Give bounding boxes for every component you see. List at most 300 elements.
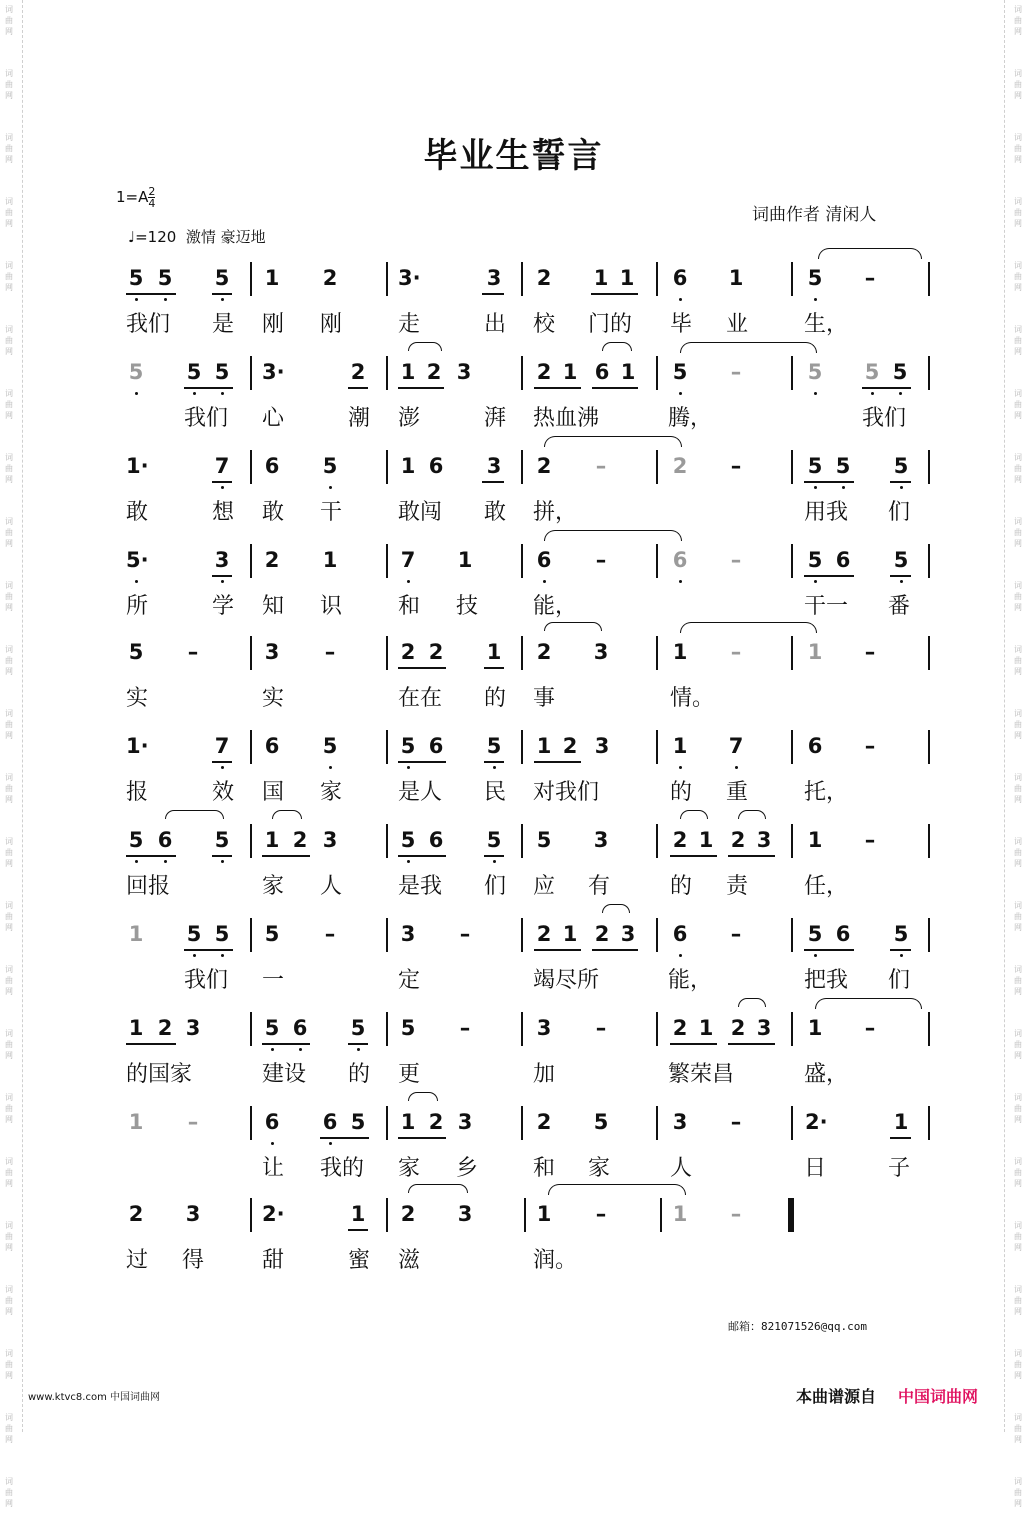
lyric: 门的: [588, 312, 633, 337]
tie-slur: [544, 436, 682, 447]
note: 2: [536, 360, 552, 384]
low-octave-dot: [135, 298, 138, 301]
bar-line: [386, 636, 388, 670]
duration-underline: [592, 949, 638, 951]
bar-line: [791, 636, 793, 670]
low-octave-dot: [679, 766, 682, 769]
note: 2: [672, 1016, 688, 1040]
note: 2: [730, 828, 746, 852]
low-octave-dot: [221, 298, 224, 301]
lyric: 腾，: [668, 406, 713, 431]
note: 5: [214, 266, 230, 290]
lyric: 盛，: [804, 1062, 849, 1087]
note: 6: [594, 360, 610, 384]
note: 2: [536, 266, 552, 290]
lyric: 所: [126, 594, 149, 619]
low-octave-dot: [814, 392, 817, 395]
tempo-marking: [128, 226, 266, 247]
tie-slur: [602, 904, 630, 913]
note: 5: [400, 828, 416, 852]
lyric: 建设: [262, 1062, 307, 1087]
lyric: 和: [398, 594, 421, 619]
bar-line: [791, 356, 793, 390]
duration-underline: [890, 949, 911, 951]
left-watermark-strip: 词 曲 网 词 曲 网 词 曲 网 词 曲 网 词 曲 网 词 曲 网 词 曲 网 词 曲 网 词 曲 网 词 曲 网 词 曲 网 词 曲 网 词 曲 网 词 曲 网 词 曲 网 词 曲 网 词 曲 网 词 曲 网 词 曲 网 词 曲 网 词 曲 网 词 曲 网 词 曲 网 词 曲 网: [5, 5, 13, 1508]
bar-line: [656, 918, 658, 952]
note: 6: [264, 734, 280, 758]
note: 6: [322, 1110, 338, 1134]
note: 1: [807, 640, 823, 664]
note: –: [864, 640, 876, 664]
note: 3: [756, 1016, 772, 1040]
note: 5: [536, 828, 552, 852]
note: 1: [807, 1016, 823, 1040]
note: 3: [536, 1016, 552, 1040]
lyric: 生，: [804, 312, 849, 337]
lyric: 我们: [862, 406, 907, 431]
note: 1: [400, 454, 416, 478]
song-title: 毕业生誓言: [423, 136, 604, 176]
duration-underline: [484, 761, 504, 763]
note: –: [864, 266, 876, 290]
duration-underline: [482, 481, 504, 483]
low-octave-dot: [271, 1142, 274, 1145]
note: 7: [214, 454, 230, 478]
bar-line: [386, 1198, 388, 1232]
bar-line: [521, 356, 523, 390]
duration-underline: [212, 293, 232, 295]
left-edge-divider: [22, 0, 23, 1432]
note: 3: [400, 922, 416, 946]
lyric: 托，: [804, 780, 849, 805]
note: 2: [264, 548, 280, 572]
tie-slur: [548, 1184, 686, 1195]
lyric: 和: [533, 1156, 556, 1181]
tie-slur: [165, 810, 224, 819]
bar-line: [791, 544, 793, 578]
bar-line: [928, 730, 930, 764]
bar-line: [791, 1012, 793, 1046]
duration-underline: [212, 575, 232, 577]
note: 3: [214, 548, 230, 572]
note: 5: [864, 360, 880, 384]
bar-line: [250, 1198, 252, 1232]
low-octave-dot: [407, 580, 410, 583]
lyric: 识: [320, 594, 343, 619]
footer-site: www.ktvc8.com 中国词曲网: [28, 1392, 161, 1403]
note: –: [864, 828, 876, 852]
note: 1: [350, 1202, 366, 1226]
duration-underline: [804, 949, 854, 951]
lyric: 热血沸: [533, 406, 600, 431]
low-octave-dot: [193, 392, 196, 395]
note: 2: [730, 1016, 746, 1040]
note: 3: [322, 828, 338, 852]
low-octave-dot: [679, 392, 682, 395]
duration-underline: [591, 293, 638, 295]
lyric: 的: [670, 874, 693, 899]
bar-line: [521, 450, 523, 484]
lyric: 我们: [184, 406, 229, 431]
lyric: 任，: [804, 874, 849, 899]
note: 1: [264, 828, 280, 852]
email-text: 邮箱：821071526@qq.com: [728, 1320, 867, 1333]
bar-line: [250, 356, 252, 390]
low-octave-dot: [679, 580, 682, 583]
note: 5: [350, 1110, 366, 1134]
note: 2: [594, 922, 610, 946]
lyric: 我们: [184, 968, 229, 993]
note: 1: [672, 1202, 688, 1226]
note: –: [187, 640, 199, 664]
bar-line: [386, 1106, 388, 1140]
footer-source: [796, 1384, 978, 1407]
lyric: 情。: [670, 686, 715, 711]
note: 5: [264, 1016, 280, 1040]
duration-underline: [126, 1043, 176, 1045]
bar-line: [656, 356, 658, 390]
tie-slur: [544, 622, 602, 631]
tie-slur: [602, 342, 632, 351]
note: 5: [186, 922, 202, 946]
note: 6: [672, 922, 688, 946]
note: 6: [264, 454, 280, 478]
low-octave-dot: [543, 580, 546, 583]
note: 5: [400, 1016, 416, 1040]
lyric: 竭尽所: [533, 968, 600, 993]
bar-line: [928, 544, 930, 578]
bar-line: [386, 918, 388, 952]
duration-underline: [482, 293, 504, 295]
duration-underline: [184, 387, 233, 389]
bar-line: [521, 824, 523, 858]
note: –: [595, 454, 607, 478]
duration-underline: [804, 481, 854, 483]
duration-underline: [262, 1043, 310, 1045]
bar-line: [791, 918, 793, 952]
bar-line: [521, 1012, 523, 1046]
note: 5: [893, 922, 909, 946]
note: 5: [807, 360, 823, 384]
note: 1: [620, 360, 636, 384]
note: 2: [400, 1202, 416, 1226]
bar-line: [656, 1012, 658, 1046]
duration-underline: [534, 949, 581, 951]
tempo-value: =120: [135, 228, 177, 246]
lyric: 实: [262, 686, 285, 711]
lyric: 实: [126, 686, 149, 711]
note: –: [459, 1016, 471, 1040]
note: 2: [536, 922, 552, 946]
note: 7: [400, 548, 416, 572]
lyric: 是人: [398, 780, 443, 805]
lyric: 我的: [320, 1156, 365, 1181]
note: 1: [536, 734, 552, 758]
note: 5: [214, 360, 230, 384]
note: 5: [350, 1016, 366, 1040]
duration-underline: [398, 667, 446, 669]
note: 5: [893, 454, 909, 478]
bar-line: [250, 544, 252, 578]
bar-line: [386, 824, 388, 858]
lyric: 湃: [484, 406, 507, 431]
note: 2: [322, 266, 338, 290]
note: 2: [426, 360, 442, 384]
note: 5: [400, 734, 416, 758]
note: 1: [322, 548, 338, 572]
note: –: [730, 454, 742, 478]
note: –: [595, 1016, 607, 1040]
low-octave-dot: [900, 486, 903, 489]
note: –: [730, 1110, 742, 1134]
note: 5·: [126, 548, 149, 572]
low-octave-dot: [221, 766, 224, 769]
lyric: 我们: [126, 312, 171, 337]
bar-line: [928, 824, 930, 858]
time-numerator: 2: [148, 185, 156, 198]
duration-underline: [890, 1137, 911, 1139]
lyric: 敢: [126, 500, 149, 525]
bar-line: [928, 918, 930, 952]
low-octave-dot: [221, 392, 224, 395]
bar-line: [250, 1106, 252, 1140]
note: 5: [892, 360, 908, 384]
bar-line: [386, 730, 388, 764]
duration-underline: [262, 855, 310, 857]
low-octave-dot: [135, 860, 138, 863]
note: 6: [428, 454, 444, 478]
note: 1: [672, 640, 688, 664]
bar-line: [250, 1012, 252, 1046]
bar-line: [250, 262, 252, 296]
note: 2: [428, 640, 444, 664]
lyric: 事: [533, 686, 556, 711]
note: 5: [128, 360, 144, 384]
low-octave-dot: [814, 486, 817, 489]
lyric: 番: [888, 594, 911, 619]
low-octave-dot: [493, 860, 496, 863]
duration-underline: [320, 1137, 369, 1139]
note: –: [730, 1202, 742, 1226]
note: 7: [214, 734, 230, 758]
lyric: 走: [398, 312, 421, 337]
tie-slur: [680, 622, 817, 633]
note: 6: [835, 922, 851, 946]
tie-slur: [544, 530, 682, 541]
note: 5: [835, 454, 851, 478]
note: 1: [128, 922, 144, 946]
bar-line: [521, 262, 523, 296]
note: 3·: [262, 360, 285, 384]
low-octave-dot: [899, 392, 902, 395]
key-signature: [116, 186, 155, 209]
note: 7: [728, 734, 744, 758]
lyric: 日: [804, 1156, 827, 1181]
lyric: 在在: [398, 686, 443, 711]
low-octave-dot: [221, 486, 224, 489]
note: 2: [536, 454, 552, 478]
note: 6: [428, 734, 444, 758]
lyric: 干: [320, 500, 343, 525]
note: 3: [756, 828, 772, 852]
duration-underline: [484, 855, 504, 857]
lyric: 滋: [398, 1248, 421, 1273]
lyric: 的: [670, 780, 693, 805]
lyric: 敢: [262, 500, 285, 525]
note: 1: [698, 1016, 714, 1040]
lyric: 更: [398, 1062, 421, 1087]
note: 1: [486, 640, 502, 664]
note: –: [730, 922, 742, 946]
lyric: 家: [588, 1156, 611, 1181]
note: 5: [186, 360, 202, 384]
note: 5: [807, 454, 823, 478]
note: 1: [619, 266, 635, 290]
duration-underline: [890, 481, 911, 483]
tie-slur: [815, 998, 922, 1009]
note: 5: [807, 922, 823, 946]
lyric: 国: [262, 780, 285, 805]
bar-line: [791, 730, 793, 764]
note: 1: [264, 266, 280, 290]
bar-line: [791, 824, 793, 858]
low-octave-dot: [164, 860, 167, 863]
note: 3: [486, 454, 502, 478]
note: –: [730, 548, 742, 572]
lyric: 们: [888, 500, 911, 525]
lyric: 潮: [348, 406, 371, 431]
lyric: 润。: [533, 1248, 578, 1273]
lyric: 人: [320, 874, 343, 899]
lyric: 们: [484, 874, 507, 899]
lyric: 效: [212, 780, 235, 805]
note: 3: [457, 1110, 473, 1134]
bar-line: [656, 730, 658, 764]
duration-underline: [484, 667, 504, 669]
note: 6: [536, 548, 552, 572]
note: 1: [562, 360, 578, 384]
note: 6: [672, 266, 688, 290]
low-octave-dot: [493, 766, 496, 769]
duration-underline: [728, 1043, 775, 1045]
low-octave-dot: [329, 1142, 332, 1145]
low-octave-dot: [407, 766, 410, 769]
note: 6: [264, 1110, 280, 1134]
lyric: 技: [456, 594, 479, 619]
duration-underline: [348, 1043, 368, 1045]
bar-line: [656, 450, 658, 484]
lyric: 干一: [804, 594, 849, 619]
duration-underline: [398, 855, 446, 857]
duration-underline: [398, 387, 444, 389]
bar-line: [521, 730, 523, 764]
bar-line: [791, 450, 793, 484]
note: 3: [593, 640, 609, 664]
duration-underline: [890, 575, 911, 577]
bar-line: [521, 636, 523, 670]
bar-line: [250, 824, 252, 858]
note: –: [864, 734, 876, 758]
tie-slur: [680, 810, 708, 819]
lyric: 知: [262, 594, 285, 619]
note: 3: [620, 922, 636, 946]
author-credit: 词曲作者 清闲人: [752, 205, 877, 225]
note: 6: [835, 548, 851, 572]
note: 1: [536, 1202, 552, 1226]
lyric: 是我: [398, 874, 443, 899]
lyric: 家: [262, 874, 285, 899]
duration-underline: [534, 761, 581, 763]
tie-slur: [408, 1184, 468, 1193]
right-watermark-strip: 词 曲 网 词 曲 网 词 曲 网 词 曲 网 词 曲 网 词 曲 网 词 曲 网 词 曲 网 词 曲 网 词 曲 网 词 曲 网 词 曲 网 词 曲 网 词 曲 网 词 曲 网 词 曲 网 词 曲 网 词 曲 网 词 曲 网 词 曲 网 词 曲 网 词 曲 网 词 曲 网 词 曲 网: [1014, 5, 1022, 1508]
bar-line: [791, 262, 793, 296]
low-octave-dot: [900, 954, 903, 957]
low-octave-dot: [842, 486, 845, 489]
lyric: 学: [212, 594, 235, 619]
lyric: 得: [182, 1248, 205, 1273]
note: –: [187, 1110, 199, 1134]
lyric: 刚: [320, 312, 343, 337]
lyric: 的: [348, 1062, 371, 1087]
low-octave-dot: [735, 766, 738, 769]
note: 6: [292, 1016, 308, 1040]
note: 5: [264, 922, 280, 946]
lyric: 出: [484, 312, 507, 337]
duration-underline: [126, 293, 176, 295]
duration-underline: [348, 387, 368, 389]
bar-line: [386, 1012, 388, 1046]
note: 3: [185, 1016, 201, 1040]
duration-underline: [126, 855, 176, 857]
duration-underline: [184, 949, 233, 951]
lyric: 家: [320, 780, 343, 805]
lyric: 让: [262, 1156, 285, 1181]
note: 2: [157, 1016, 173, 1040]
note: 5: [486, 734, 502, 758]
lyric: 把我: [804, 968, 849, 993]
lyric: 敢: [484, 500, 507, 525]
bar-line: [524, 1198, 526, 1232]
low-octave-dot: [814, 298, 817, 301]
note: –: [324, 922, 336, 946]
bar-line: [928, 262, 930, 296]
lyric: 子: [888, 1156, 911, 1181]
lyric: 定: [398, 968, 421, 993]
low-octave-dot: [221, 954, 224, 957]
bar-line: [521, 1106, 523, 1140]
tie-slur: [818, 248, 922, 259]
right-edge-divider: [1004, 0, 1005, 1432]
duration-underline: [398, 761, 446, 763]
note: 3: [593, 828, 609, 852]
low-octave-dot: [135, 392, 138, 395]
bar-line: [250, 918, 252, 952]
lyric: 责: [726, 874, 749, 899]
bar-line: [660, 1198, 662, 1232]
note: 2: [128, 1202, 144, 1226]
bar-line: [250, 450, 252, 484]
lyric: 民: [484, 780, 507, 805]
lyric: 人: [670, 1156, 693, 1181]
note: 3: [185, 1202, 201, 1226]
bar-line: [250, 730, 252, 764]
duration-underline: [728, 855, 775, 857]
footer-brand: 中国词曲网: [898, 1387, 979, 1406]
note: 1: [400, 1110, 416, 1134]
note: 3: [486, 266, 502, 290]
duration-underline: [670, 855, 717, 857]
lyric: 澎: [398, 406, 421, 431]
